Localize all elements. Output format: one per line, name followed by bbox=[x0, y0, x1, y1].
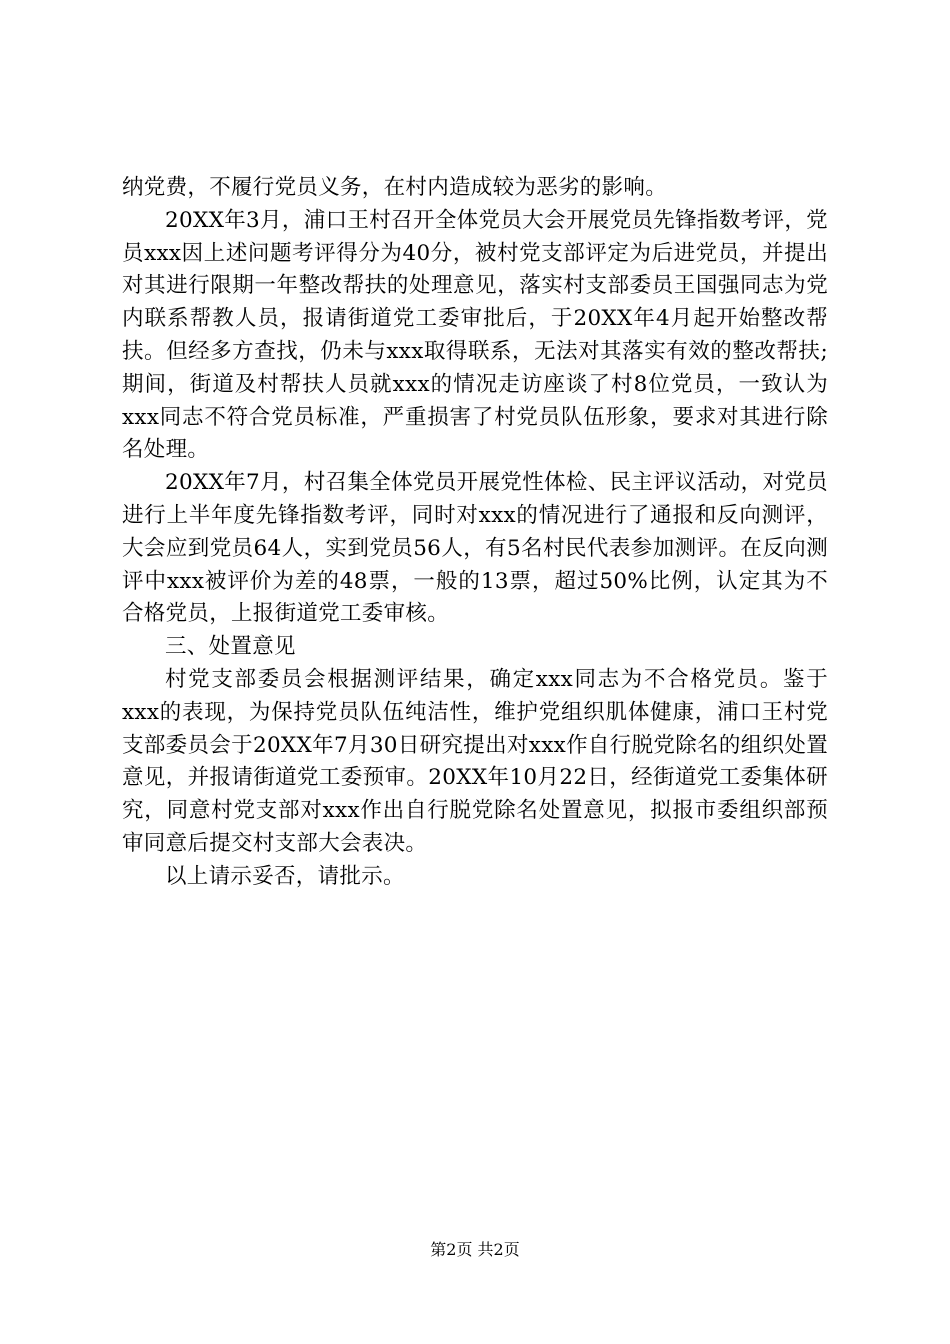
paragraph-2: 20XX年3月，浦口王村召开全体党员大会开展党员先锋指数考评，党员xxx因上述问题考评得分为40分，被村党支部评定为后进党员，并提出对其进行限期一年整改帮扶的处理意见，落实村支部委员王国强同志为党内联系帮教人员，报请街道党工委审批后，于20XX年4月起开始整改帮扶。但经多方查找，仍未与xxx取得联系，无法对其落实有效的整改帮扶;期间，街道及村帮扶人员就xxx的情况走访座谈了村8位党员，一致认为xxx同志不符合党员标准，严重损害了村党员队伍形象，要求对其进行除名处理。 bbox=[122, 207, 828, 463]
document-body bbox=[122, 172, 828, 894]
paragraph-3: 20XX年7月，村召集全体党员开展党性体检、民主评议活动，对党员进行上半年度先锋指数考评，同时对xxx的情况进行了通报和反向测评，大会应到党员64人，实到党员56人，有5名村民代表参加测评。在反向测评中xxx被评价为差的48票，一般的13票，超过50%比例，认定其为不合格党员，上报街道党工委审核。 bbox=[122, 470, 828, 627]
paragraph-1: 纳党费，不履行党员义务，在村内造成较为恶劣的影响。 bbox=[122, 175, 668, 200]
section-heading: 三、处置意见 bbox=[165, 634, 296, 660]
closing-line: 以上请示妥否，请批示。 bbox=[165, 863, 405, 889]
page-footer: 第2页 共2页 bbox=[430, 1240, 520, 1259]
paragraph-4: 村党支部委员会根据测评结果，确定xxx同志为不合格党员。鉴于xxx的表现，为保持党员队伍纯洁性，维护党组织肌体健康，浦口王村党支部委员会于20XX年7月30日研究提出对xxx作自行脱党除名的组织处置意见，并报请街道党工委预审。20XX年10月22日，经街道党工委集体研究，同意村党支部对xxx作出自行脱党除名处置意见，拟报市委组织部预审同意后提交村支部大会表决。 bbox=[122, 666, 828, 856]
